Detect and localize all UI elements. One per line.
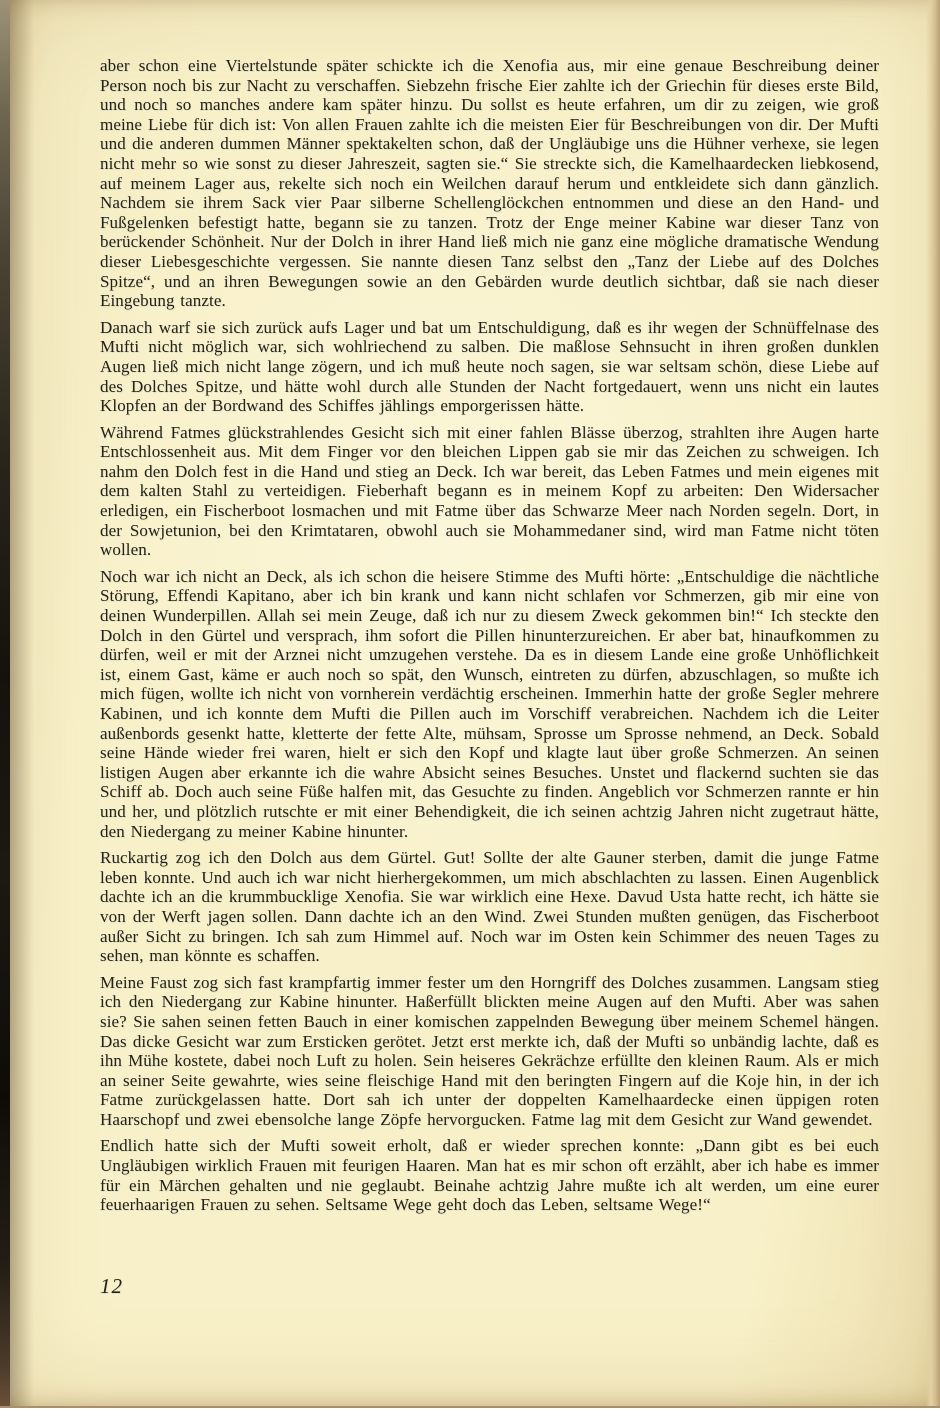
paragraph: aber schon eine Viertelstunde später schickte ich die Xenofia aus, mir eine genaue Beschreibung deiner Person noch bis zur Nacht zu verschaffen. Siebzehn frische Eier zahlte ich der Griechin für dieses erste Bild, und noch so manches andere kam später hinzu. Du sollst es heute erfahren, um dir zu zeigen, wie groß meine Liebe für dich ist: Von allen Frauen zahlte ich die meisten Eier für Beschreibungen von dir. Der Mufti und die anderen dummen Männer spektakelten schon, daß der Ungläubige uns die Hühner verhexe, sie legen nicht mehr so wie sonst zu dieser Jahreszeit, sagten sie.“ Sie streckte sich, die Kamelhaardecken liebkosend, auf meinem Lager aus, rekelte sich noch ein Weilchen darauf herum und entkleidete sich dann gänzlich. Nachdem sie ihrem Sack vier Paar silberne Schellenglöckchen entnommen und diese an den Hand- und Fußgelenken befestigt hatte, begann sie zu tanzen. Trotz der Enge meiner Kabine war dieser Tanz von berückender Schönheit. Nur der Dolch in ihrer Hand ließ mich nie ganz eine mögliche dramatische Wendung dieser Liebesgeschichte vergessen. Sie nannte diesen Tanz selbst den „Tanz der Liebe auf des Dolches Spitze“, und an ihren Bewegungen sowie an den Gebärden wurde deutlich sichtbar, daß sie nach dieser Eingebung tanzte. [100, 56, 879, 311]
paragraph: Ruckartig zog ich den Dolch aus dem Gürtel. Gut! Sollte der alte Gauner sterben, damit die junge Fatme leben konnte. Und auch ich war nicht hierhergekommen, um mich abschlachten zu lassen. Einen Augenblick dachte ich an die krummbucklige Xenofia. Sie war wirklich eine Hexe. Davud Usta hatte recht, ich hätte sie von der Werft jagen sollen. Dann dachte ich an den Wind. Zwei Stunden mußten genügen, das Fischerboot außer Sicht zu bringen. Ich sah zum Himmel auf. Noch war im Osten kein Schimmer des neuen Tages zu sehen, man könnte es schaffen. [100, 848, 879, 966]
page-spine-shadow [0, 0, 10, 1406]
paragraph: Noch war ich nicht an Deck, als ich schon die heisere Stimme des Mufti hörte: „Entschuldige die nächtliche Störung, Effendi Kapitano, aber ich bin krank und kann nicht schlafen vor Schmerzen, gib mir eine von deinen Wunderpillen. Allah sei mein Zeuge, daß ich nur zu diesem Zweck gekommen bin!“ Ich steckte den Dolch in den Gürtel und versprach, ihm sofort die Pillen hinunterzureichen. Er aber bat, hinaufkommen zu dürfen, weil er mit der Arznei nicht umzugehen verstehe. Da es in diesem Lande eine große Unhöflichkeit ist, einem Gast, käme er auch noch so spät, den Wunsch, eintreten zu dürfen, abzuschlagen, so mußte ich mich fügen, wollte ich nicht von vornherein verdächtig erscheinen. Immerhin hatte der große Segler mehrere Kabinen, und ich konnte dem Mufti die Pillen auch im Vorschiff verabreichen. Nachdem ich die Leiter außenbords gesenkt hatte, kletterte der fette Alte, mühsam, Sprosse um Sprosse nehmend, an Deck. Sobald seine Hände wieder frei waren, hielt er sich den Kopf und klagte laut über große Schmerzen. An seinen listigen Augen aber erkannte ich die wahre Absicht seines Besuches. Unstet und flackernd suchten sie das Schiff ab. Doch auch seine Füße halfen mit, das Gesuchte zu finden. Angeblich vor Schmerzen rannte er hin und her, und plötzlich rutschte er mit einer Behendigkeit, die ich seinen achtzig Jahren nicht zugetraut hätte, den Niedergang zu meiner Kabine hinunter. [100, 566, 879, 841]
paragraph: Danach warf sie sich zurück aufs Lager und bat um Entschuldigung, daß es ihr wegen der Schnüffelnase des Mufti nicht möglich war, sich wohlriechend zu salben. Die maßlose Sehnsucht in ihren großen dunklen Augen ließ mich nicht lange zögern, und ich muß heute noch sagen, sie war seltsam schön, diese Liebe auf des Dolches Spitze, und hätte wohl durch alle Stunden der Nacht fortgedauert, wenn uns nicht ein lautes Klopfen an der Bordwand des Schiffes jählings emporgerissen hätte. [100, 317, 879, 416]
page-number: 12 [100, 1274, 123, 1298]
page-right-edge [926, 0, 940, 1406]
paragraph: Endlich hatte sich der Mufti soweit erholt, daß er wieder sprechen konnte: „Dann gibt es bei euch Ungläubigen wirklich Frauen mit feurigen Haaren. Man hat es mir schon oft erzählt, aber ich habe es immer für ein Märchen gehalten und nie geglaubt. Beinahe achtzig Jahre mußte ich alt werden, um eine eurer feuerhaarigen Frauen zu sehen. Seltsame Wege geht doch das Leben, seltsame Wege!“ [100, 1136, 879, 1215]
page-spine-shadow-fade [10, 0, 34, 1406]
paragraph: Meine Faust zog sich fast krampfartig immer fester um den Horngriff des Dolches zusammen. Langsam stieg ich den Niedergang zur Kabine hinunter. Haßerfüllt blickten meine Augen auf den Mufti. Aber was sahen sie? Sie sahen seinen fetten Bauch in einer komischen zappelnden Bewegung über meinem Schemel hängen. Das dicke Gesicht war zum Ersticken gerötet. Jetzt erst merkte ich, daß der Mufti so unbändig lachte, daß es ihn Mühe kostete, dabei noch Luft zu holen. Sein heiseres Gekrächze erfüllte den kleinen Raum. Als er mich an seiner Seite gewahrte, wies seine fleischige Hand mit den beringten Fingern auf die Koje hin, in der ich Fatme zurückgelassen hatte. Dort sah ich unter der doppelten Kamelhaardecke einen üppigen roten Haarschopf und zwei ebensolche lange Zöpfe hervorgucken. Fatme lag mit dem Gesicht zur Wand gewendet. [100, 972, 879, 1129]
body-text [100, 56, 879, 1215]
paragraph: Während Fatmes glückstrahlendes Gesicht sich mit einer fahlen Blässe überzog, strahlten ihre Augen harte Entschlossenheit aus. Mit dem Finger vor den bleichen Lippen gab sie mir das Zeichen zu schweigen. Ich nahm den Dolch fest in die Hand und stieg an Deck. Ich war bereit, das Leben Fatmes und mein eigenes mit dem kalten Stahl zu verteidigen. Fieberhaft begann es in meinem Kopf zu arbeiten: Den Widersacher erledigen, ein Fischerboot losmachen und mit Fatme über das Schwarze Meer nach Norden segeln. Dort, in der Sowjetunion, bei den Krimtataren, obwohl auch sie Mohammedaner sind, wird man Fatme nicht töten wollen. [100, 422, 879, 560]
